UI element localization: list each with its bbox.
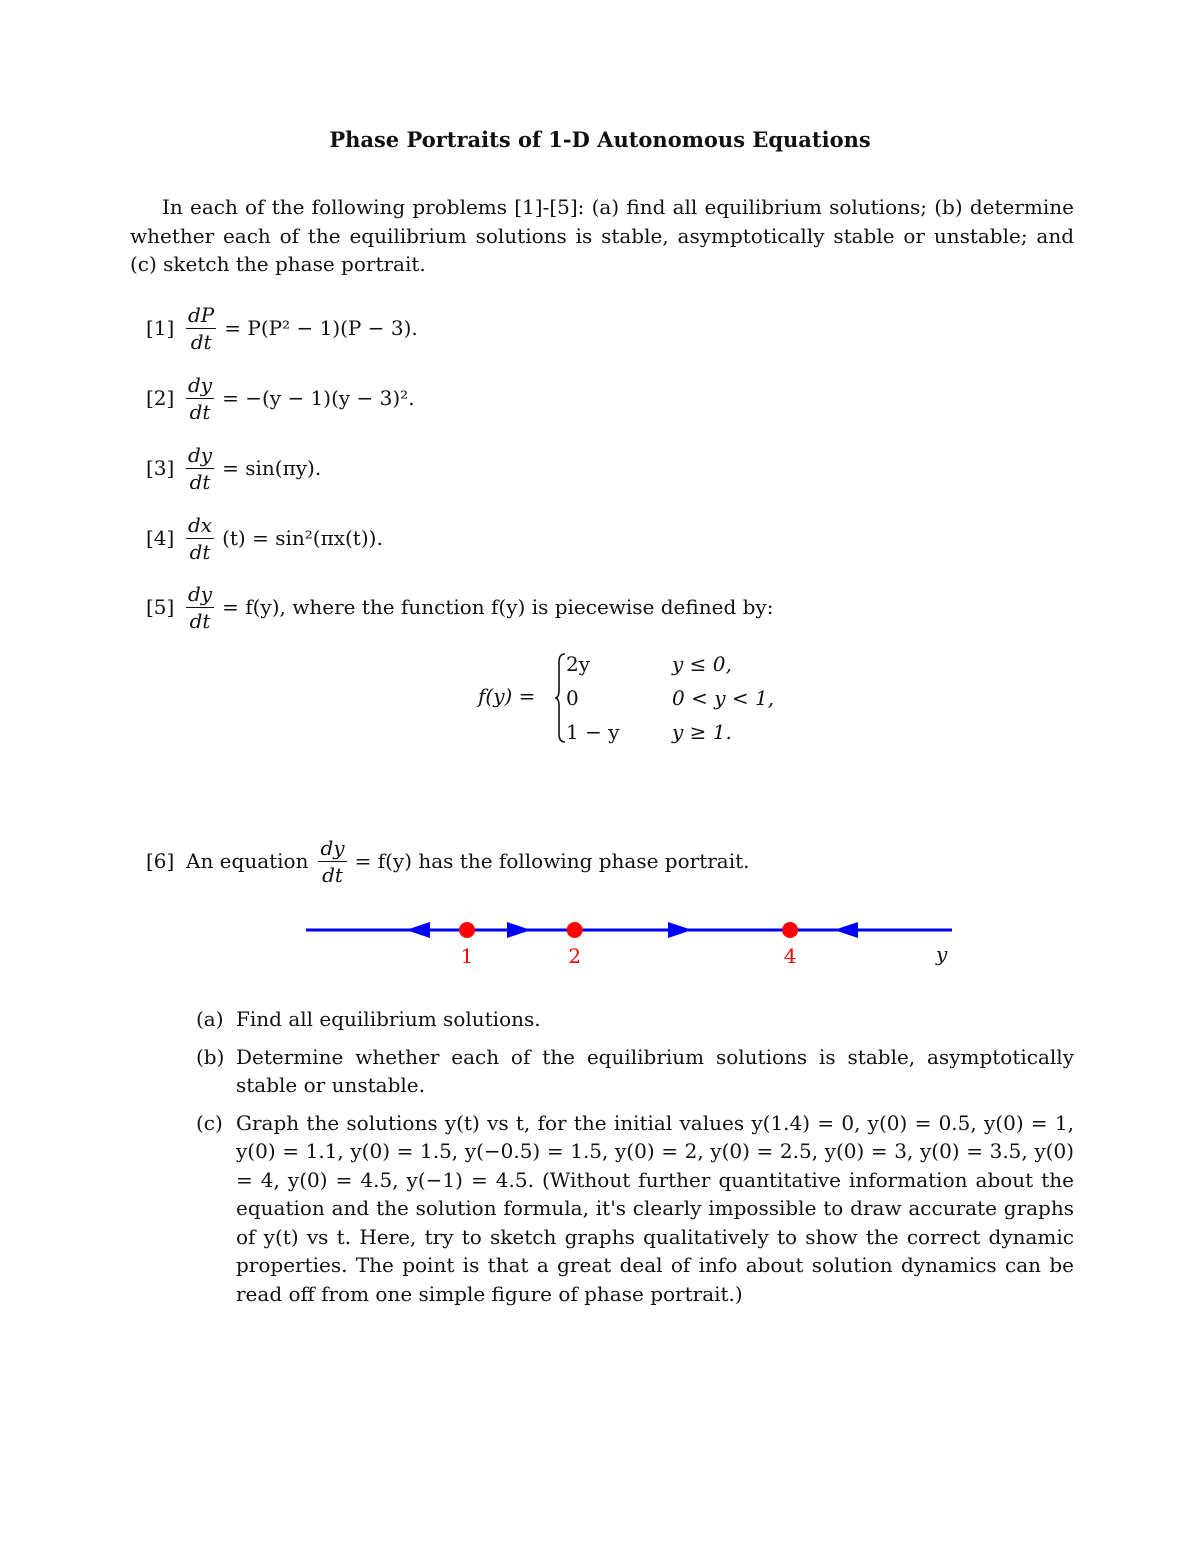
problem-equation: = f(y) has the following phase portrait. [354, 849, 750, 873]
equilibrium-point [567, 922, 583, 938]
problem-6 [146, 831, 750, 891]
question-item [196, 1043, 1074, 1100]
case-expression: 2y [566, 652, 591, 676]
left-brace-icon [554, 652, 566, 744]
problem-label: [2] [146, 386, 175, 410]
fraction-numerator: dy [320, 835, 345, 860]
equilibrium-label: 1 [460, 944, 474, 968]
arrow-right-icon [668, 922, 692, 938]
arrow-left-icon [406, 922, 430, 938]
problem-label: [5] [146, 595, 175, 619]
question-list [196, 1005, 1074, 1317]
problem-3 [146, 438, 321, 498]
fraction-denominator: dt [189, 539, 211, 564]
derivative-fraction [186, 303, 216, 354]
fraction-denominator: dt [190, 329, 212, 354]
problem-5 [146, 577, 773, 637]
problem-equation: = sin(πy). [222, 456, 322, 480]
equilibrium-point [782, 922, 798, 938]
fraction-denominator: dt [189, 399, 211, 424]
fraction-denominator: dt [322, 862, 343, 887]
intro-paragraph: In each of the following problems [1]-[5]: (a) find all equilibrium solutions; (b) determine whether each of the equilibrium solutions is stable, asymptotically stable or unstable; and (c) sketch the phase portrait. [130, 195, 1074, 276]
axis-label: y [936, 942, 948, 966]
problem-1 [146, 298, 418, 358]
problem-label: [1] [146, 316, 175, 340]
derivative-fraction [186, 582, 214, 633]
case-expression: 1 − y [566, 720, 620, 744]
problem-equation: = f(y), where the function f(y) is piecewise defined by: [222, 595, 774, 619]
fraction-denominator: dt [189, 469, 211, 494]
equilibrium-point [459, 922, 475, 938]
problem-equation: = −(y − 1)(y − 3)². [222, 386, 415, 410]
fraction-numerator: dy [188, 442, 213, 467]
question-item [196, 1005, 1074, 1034]
page-title: Phase Portraits of 1-D Autonomous Equations [329, 127, 871, 152]
derivative-fraction [186, 373, 214, 424]
problem-equation: = P(P² − 1)(P − 3). [224, 316, 418, 340]
fraction-numerator: dx [188, 512, 213, 537]
derivative-fraction [186, 513, 214, 564]
problem-label: [4] [146, 526, 175, 550]
problem-equation: (t) = sin²(πx(t)). [222, 526, 383, 550]
question-label: (a) [196, 1007, 224, 1031]
case-condition: y ≥ 1. [672, 720, 732, 744]
question-text: Find all equilibrium solutions. [236, 1007, 541, 1031]
case-condition: y ≤ 0, [672, 652, 732, 676]
derivative-fraction [186, 443, 214, 494]
problem-label: [3] [146, 456, 175, 480]
problem-4 [146, 508, 383, 568]
phase-portrait [0, 900, 1200, 980]
equilibrium-label: 4 [783, 944, 797, 968]
fraction-numerator: dy [188, 581, 213, 606]
fraction-numerator: dy [188, 372, 213, 397]
question-item [196, 1109, 1074, 1309]
case-condition: 0 < y < 1, [672, 686, 775, 710]
question-label: (b) [196, 1044, 225, 1069]
question-label: (c) [196, 1110, 223, 1135]
problem-lead-text: An equation [186, 849, 309, 873]
problem-label: [6] [146, 849, 175, 873]
piecewise-lhs: f(y) = [478, 684, 536, 708]
arrow-left-icon [834, 922, 858, 938]
problem-2 [146, 368, 415, 428]
question-text: Graph the solutions y(t) vs t, for the initial values y(1.4) = 0, y(0) = 0.5, y(0) = 1, y(0) = 1.1, y(0) = 1.5, y(−0.5) = 1.5, y(0) = 2, y(0) = 2.5, y(0) = 3, y(0) = 3.5, y(0) = 4, y(0) = 4.5, y(−1) = 4.5. (Without further quantitative information about the equation and the solution formula, it's clearly impossible to draw accurate graphs of y(t) vs t. Here, try to sketch graphs qualitatively to show the correct dynamic properties. The point is that a great deal of info about solution dynamics can be read off from one simple figure of phase portrait.) [236, 1110, 1074, 1306]
arrow-right-icon [507, 922, 531, 938]
question-text: Determine whether each of the equilibrium solutions is stable, asymptotically stable or unstable. [236, 1044, 1074, 1097]
equilibrium-label: 2 [568, 944, 582, 968]
derivative-fraction [318, 836, 346, 887]
fraction-denominator: dt [189, 608, 211, 633]
case-expression: 0 [566, 686, 579, 710]
piecewise-definition [478, 648, 798, 748]
fraction-numerator: dP [188, 302, 215, 327]
